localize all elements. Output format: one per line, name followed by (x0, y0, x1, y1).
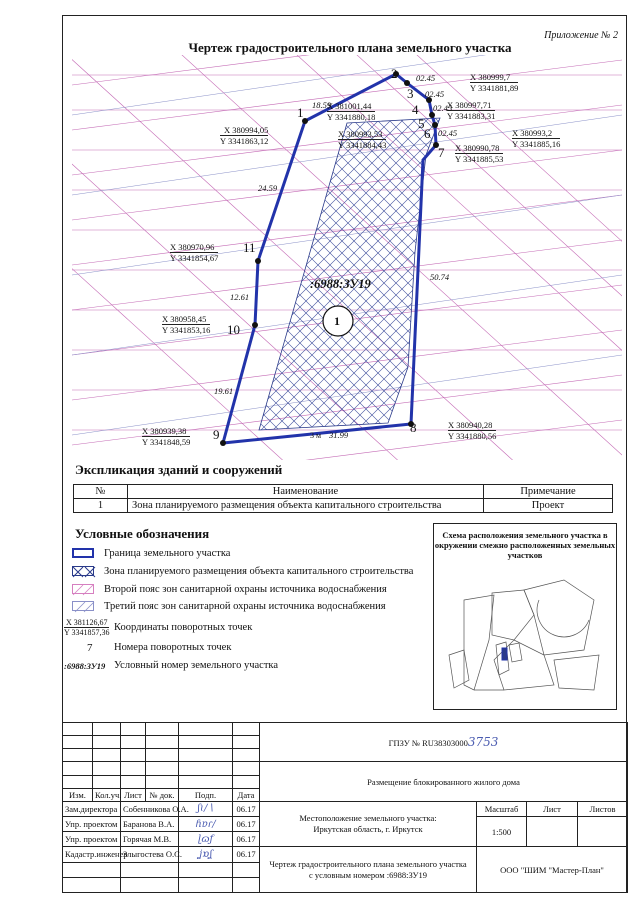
segment-length: 02.45 (438, 128, 458, 138)
point-number: 7 (438, 145, 445, 160)
signature-row: Кадастр.инженер Злыгостева О.С. ʝɒʆ 06.17 Чертеж градостроительного плана земельного участка с условным номером :6988:ЗУ19 ООО "ШИМ "Мастер-План" (63, 847, 628, 862)
segment-length: 24.59 (258, 183, 278, 193)
segment-length: 02.45 (416, 73, 436, 83)
point-number: 8 (410, 420, 417, 435)
segment-length: 18.59 (312, 100, 332, 110)
scheme-map (434, 560, 614, 700)
offset-label: 3 м (310, 431, 322, 440)
point-number: 2 (391, 66, 398, 81)
point-coordinates: X 380990,78 Y 3341885,53 (455, 143, 504, 164)
legend-point-label: Номера поворотных точек (114, 642, 232, 653)
legend-construction-zone: Зона планируемого размещения объекта капитального строительства (72, 564, 413, 578)
point-coordinates: X 380958,45 Y 3341853,16 (162, 314, 211, 335)
location-scheme (433, 523, 617, 710)
signature-row: Зам.директора Собенникова О.А. ʃɩ∕∖ 06.17 Местоположение земельного участка: Иркутская область, г. Иркутск Масштаб Лист Листов (63, 801, 628, 816)
blue-hatch-symbol (72, 601, 94, 611)
segment-length: 31.99 (329, 430, 349, 440)
point-number: 4 (412, 102, 419, 117)
table-header-row: № Наименование Примечание (74, 485, 613, 499)
point-number: 9 (213, 427, 220, 442)
location-cell: Местоположение земельного участка: Иркутская область, г. Иркутск (260, 801, 477, 847)
legend-point-sample: 7 (87, 642, 93, 654)
point-coordinates: X 380940,28 Y 3341880,56 (448, 420, 497, 441)
table-row: 1 Зона планируемого размещения объекта капитального строительства Проект (74, 499, 613, 513)
explication-table (73, 484, 613, 513)
legend-zone-2: Второй пояс зон санитарной охраны источника водоснабжения (72, 582, 387, 596)
signature-image: ʝɒʆ (179, 847, 233, 862)
point-coordinates: X 380999,7 Y 3341881,89 (470, 72, 519, 93)
point-number: 10 (227, 322, 240, 337)
segment-length: 50.74 (430, 272, 450, 282)
legend-boundary: Граница земельного участка (72, 546, 230, 560)
signature-row: Упр. проектом Баранова В.А. ɦɐɾ∕ 06.17 1:500 (63, 817, 628, 832)
legend-parcel-sample: :6988:ЗУ19 (64, 661, 106, 671)
drawing-title-cell: Чертеж градостроительного плана земельного участка с условным номером :6988:ЗУ19 (260, 847, 477, 893)
segment-length: 02.45 (425, 89, 445, 99)
page-title: Чертеж градостроительного плана земельного участка (188, 40, 512, 55)
legend-coord-label: Координаты поворотных точек (114, 622, 253, 633)
point-coordinates: X 381001,44 Y 3341880,18 (327, 101, 376, 122)
point-coordinates: X 380939,38 Y 3341848,59 (142, 426, 191, 447)
segment-length: 19.61 (214, 386, 234, 396)
point-number: 3 (407, 86, 414, 101)
annex-label: Приложение № 2 (544, 30, 618, 41)
point-number: 5 (418, 116, 425, 131)
explication-heading: Экспликация зданий и сооружений (75, 462, 283, 477)
point-coordinates: X 380970,96 Y 3341854,67 (170, 242, 219, 263)
title-block (62, 722, 627, 893)
parcel-number-label: :6988:ЗУ19 (310, 277, 371, 291)
point-coordinates: X 380994,05 Y 3341863,12 (220, 125, 269, 146)
point-number: 6 (424, 126, 431, 141)
stamp-header-row: Изм. Кол.уч. Лист № док. Подп. Дата (63, 788, 628, 801)
legend-zone-3: Третий пояс зон санитарной охраны источника водоснабжения (72, 599, 386, 613)
signature-row: Упр. проектом Горячая М.В. ɭɷƒ 06.17 (63, 832, 628, 847)
point-coordinates: X 380993,2 Y 3341885,16 (512, 128, 561, 149)
legend-coord-sample: X 381126,67 Y 3341857,36 (64, 618, 110, 637)
signature-image: ʃɩ∕∖ (179, 801, 233, 816)
zone-number-label: 1 (334, 314, 340, 328)
signature-image: ɭɷƒ (179, 832, 233, 847)
scheme-title: Схема расположения земельного участка в окружении смежно расположенных земельных участков (434, 530, 616, 560)
crosshatch-symbol (72, 566, 94, 576)
legend-heading: Условные обозначения (75, 526, 210, 541)
point-coordinates: X 380997,71 Y 3341883,31 (447, 100, 496, 121)
point-coordinates: X 380993,53 Y 3341884,43 (338, 129, 387, 150)
organization: ООО "ШИМ "Мастер-План" (477, 847, 628, 893)
point-number: 11 (243, 240, 256, 255)
boundary-symbol (72, 548, 94, 558)
project-name: Размещение блокированного жилого дома (260, 762, 628, 801)
pink-hatch-symbol (72, 584, 94, 594)
segment-length: 12.61 (230, 292, 250, 302)
handwritten-number: 3753 (467, 735, 499, 750)
legend-parcel-label: Условный номер земельного участка (114, 660, 279, 671)
segment-length: 02.45 (433, 103, 453, 113)
point-number: 1 (297, 105, 304, 120)
permit-number: ГПЗУ № RU383030003753 (260, 723, 628, 762)
signature-image: ɦɐɾ∕ (179, 817, 233, 832)
